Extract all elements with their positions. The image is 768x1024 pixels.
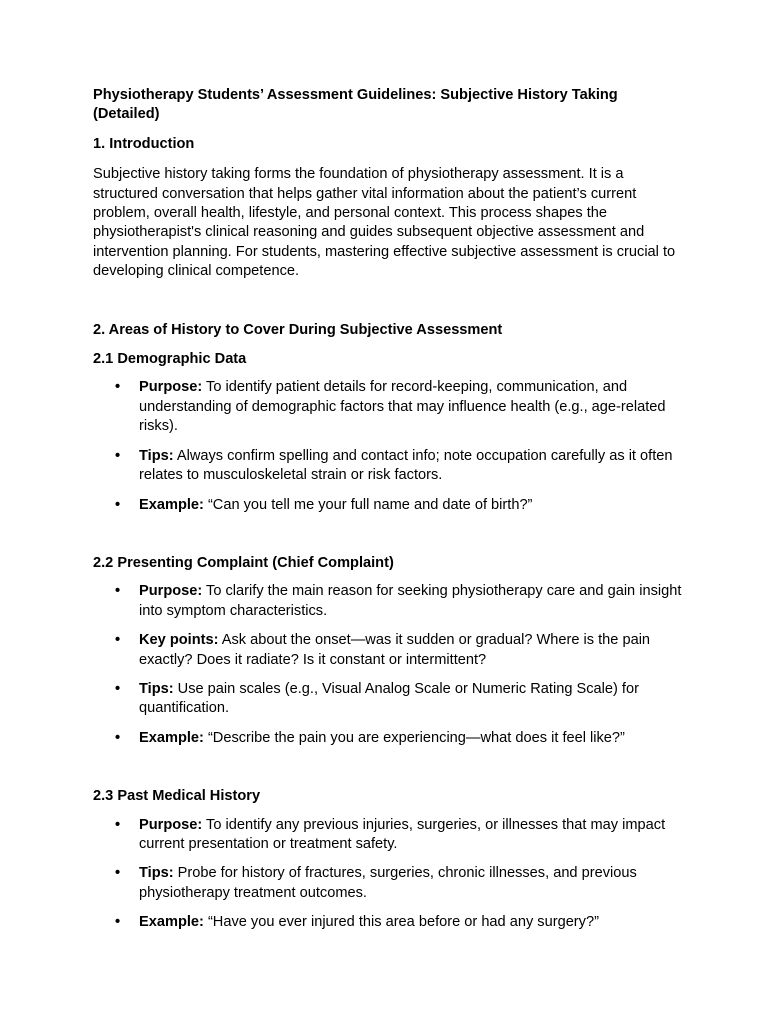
item-label: Purpose: — [139, 583, 203, 600]
bullet-icon: • — [115, 865, 121, 882]
item-label: Purpose: — [139, 816, 203, 833]
list-item — [93, 631, 683, 670]
list-item — [93, 864, 683, 903]
item-text: Ask about the onset—was it sudden or gradual? Where is the pain exactly? Does it radiate? Is it constant or intermittent? — [139, 632, 651, 668]
section-2-heading: 2. Areas of History to Cover During Subjective Assessment — [93, 321, 503, 338]
introduction-paragraph: Subjective history taking forms the foundation of physiotherapy assessment. It is a structured conversation that helps gather vital information about the patient’s current problem, overall health, lifestyle, and personal context. This process shapes the physiotherapist's clinical reasoning and guides subsequent objective assessment and intervention planning. For students, mastering effective subjective assessment is crucial to developing clinical competence. — [93, 166, 676, 280]
item-text: To identify patient details for record-keeping, communication, and understanding of demographic factors that may influence health (e.g., age-related risks). — [139, 379, 666, 435]
bullet-list-demographic — [93, 378, 683, 514]
item-label: Tips: — [139, 680, 174, 697]
bullet-icon: • — [115, 496, 121, 513]
subsection-heading-presenting-complaint: 2.2 Presenting Complaint (Chief Complaint) — [93, 554, 394, 571]
subsection-heading-past-medical-history: 2.3 Past Medical History — [93, 788, 261, 805]
item-text: To clarify the main reason for seeking physiotherapy care and gain insight into symptom characteristics. — [139, 583, 682, 619]
list-item — [93, 496, 683, 515]
item-text: Use pain scales (e.g., Visual Analog Scale or Numeric Rating Scale) for quantification. — [139, 680, 639, 717]
introduction-heading: 1. Introduction — [93, 135, 195, 152]
item-text: “Can you tell me your full name and date of birth?” — [203, 496, 533, 513]
list-item — [93, 913, 683, 932]
list-item — [93, 816, 683, 855]
list-item — [93, 729, 683, 748]
item-text: “Have you ever injured this area before or had any surgery?” — [203, 914, 599, 931]
bullet-icon: • — [115, 729, 121, 746]
list-item — [93, 582, 683, 621]
bullet-icon: • — [115, 680, 121, 697]
item-text: To identify any previous injuries, surgeries, or illnesses that may impact current presentation or treatment safety. — [139, 816, 666, 852]
item-label: Purpose: — [139, 379, 203, 396]
item-label: Key points: — [139, 632, 219, 649]
bullet-icon: • — [115, 583, 121, 600]
bullet-icon: • — [115, 914, 121, 931]
bullet-icon: • — [115, 379, 121, 396]
list-item — [93, 378, 683, 436]
item-label: Example: — [139, 496, 204, 513]
bullet-list-past-medical-history — [93, 816, 683, 933]
bullet-icon: • — [115, 816, 121, 833]
bullet-icon: • — [115, 632, 121, 649]
item-label: Example: — [139, 729, 204, 746]
item-text: “Describe the pain you are experiencing—what does it feel like?” — [203, 729, 625, 746]
item-label: Tips: — [139, 865, 174, 882]
list-item — [93, 447, 683, 486]
document-title: Physiotherapy Students’ Assessment Guidelines: Subjective History Taking (Detailed) — [93, 87, 618, 123]
bullet-icon: • — [115, 447, 121, 464]
item-label: Tips: — [139, 447, 174, 464]
bullet-list-presenting-complaint — [93, 582, 683, 748]
item-text: Always confirm spelling and contact info; note occupation carefully as it often relates to musculoskeletal strain or risk factors. — [139, 447, 673, 484]
document-page — [93, 86, 683, 933]
item-text: Probe for history of fractures, surgeries, chronic illnesses, and previous physiotherapy treatment outcomes. — [139, 865, 637, 901]
list-item — [93, 680, 683, 719]
subsection-heading-demographic: 2.1 Demographic Data — [93, 351, 247, 368]
item-label: Example: — [139, 914, 204, 931]
